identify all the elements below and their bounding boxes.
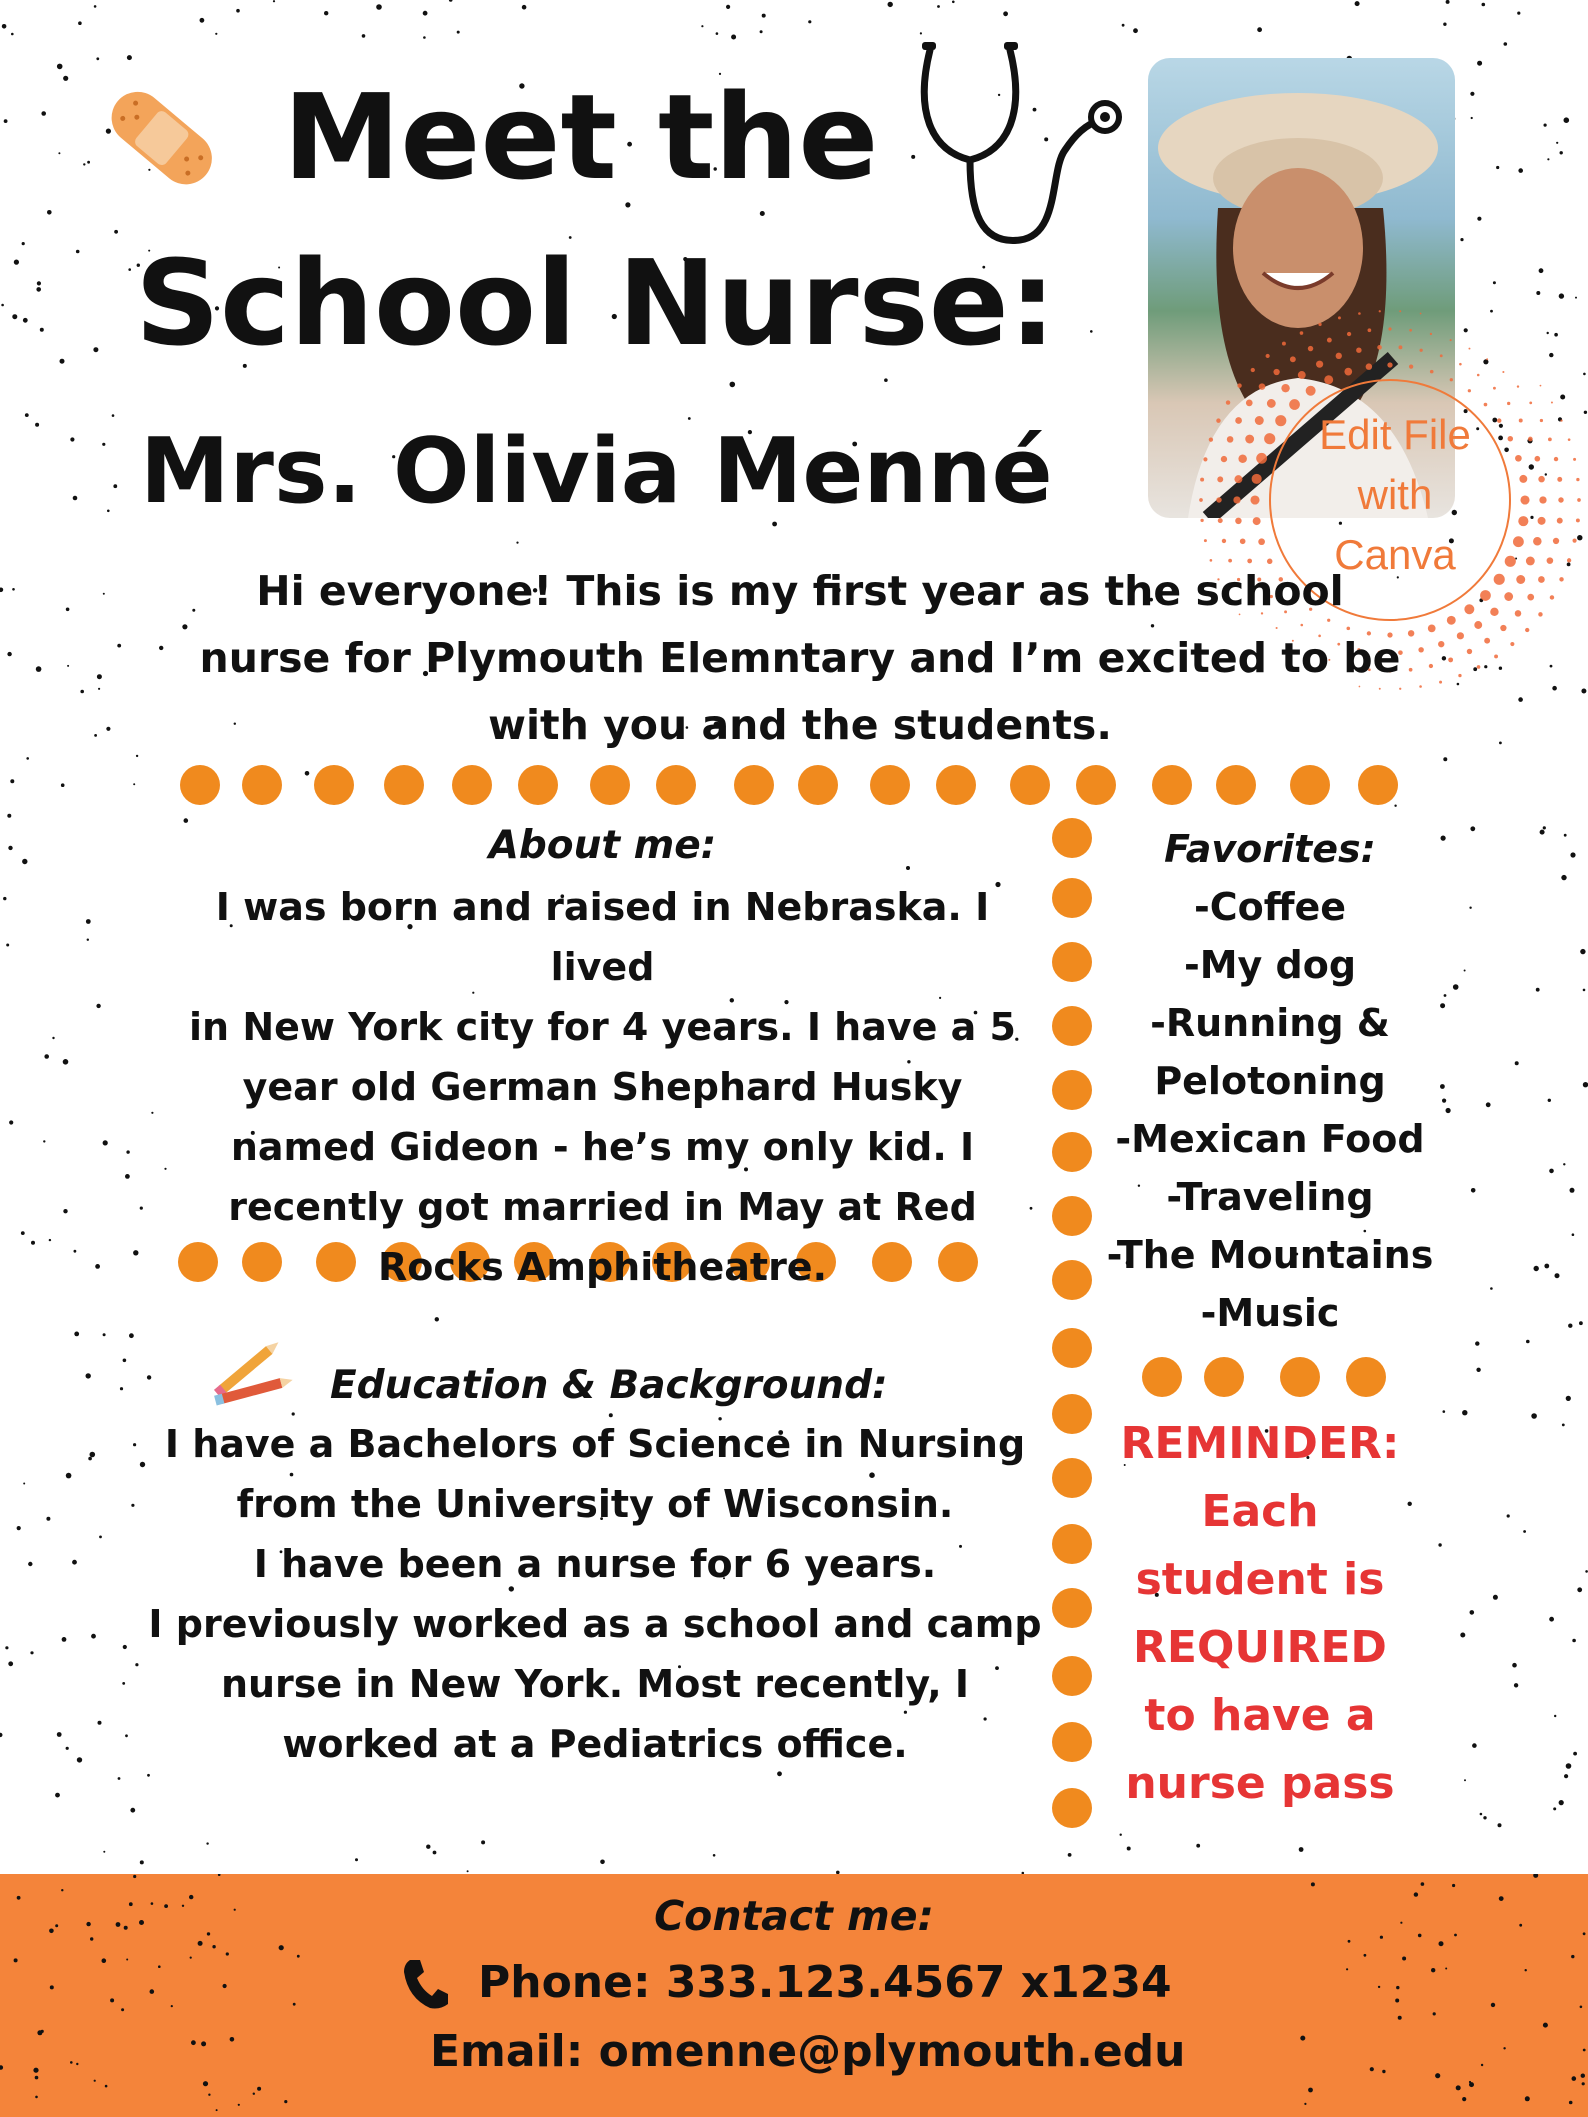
divider-dot (1052, 1656, 1092, 1696)
divider-dot (1052, 1458, 1092, 1498)
divider-dot (384, 765, 424, 805)
contact-email[interactable]: Email: omenne@plymouth.edu (430, 2026, 1186, 2077)
about-line: recently got married in May at Red (228, 1185, 977, 1229)
favorites-item: -Mexican Food (1115, 1117, 1425, 1161)
divider-dot (590, 765, 630, 805)
divider-dot (1052, 1394, 1092, 1434)
contact-footer (0, 1874, 1588, 2117)
favorites-heading: Favorites: (1164, 827, 1376, 871)
favorites-item: -Traveling (1166, 1175, 1374, 1219)
divider-dot (1052, 1132, 1092, 1172)
about-line: Rocks Amphitheatre. (377, 1245, 828, 1289)
about-line: I was born and raised in Nebraska. I lived (215, 885, 990, 989)
divider-dot (1052, 1588, 1092, 1628)
divider-dot (1346, 1357, 1386, 1397)
title-line-3: Mrs. Olivia Menné (140, 419, 1053, 524)
watermark-line-1: Edit File (1319, 411, 1471, 458)
divider-dot (1052, 1260, 1092, 1300)
divider-dot (1052, 1722, 1092, 1762)
bandage-icon (95, 70, 230, 205)
reminder-line: REQUIRED (1133, 1622, 1387, 1673)
divider-dot (1152, 765, 1192, 805)
favorites-item: -The Mountains (1106, 1233, 1434, 1277)
divider-dot (870, 765, 910, 805)
intro-line-1: Hi everyone! This is my first year as the school (256, 567, 1344, 615)
divider-dot (1052, 1328, 1092, 1368)
divider-dot (1052, 942, 1092, 982)
reminder-line: student is (1135, 1554, 1385, 1605)
about-line: in New York city for 4 years. I have a 5 (189, 1005, 1016, 1049)
divider-dot (1358, 765, 1398, 805)
education-line: I have been a nurse for 6 years. (253, 1542, 937, 1586)
reminder-line: to have a (1144, 1690, 1376, 1741)
divider-dot (936, 765, 976, 805)
reminder-line: nurse pass (1125, 1758, 1395, 1809)
intro-text (140, 558, 1460, 759)
reminder-line: Each (1201, 1486, 1319, 1537)
favorites-item: -Running & (1150, 1001, 1390, 1045)
intro-line-3: with you and the students. (488, 701, 1112, 749)
divider-dot (452, 765, 492, 805)
contact-phone[interactable]: Phone: 333.123.4567 x1234 (478, 1957, 1172, 2008)
phone-icon (400, 1956, 450, 2012)
divider-dot (1052, 1006, 1092, 1046)
divider-dot (798, 765, 838, 805)
divider-dot (314, 765, 354, 805)
title-line-2: School Nurse: (135, 234, 1057, 372)
divider-dot (656, 765, 696, 805)
about-heading: About me: (488, 823, 717, 868)
favorites-item: Pelotoning (1154, 1059, 1386, 1103)
education-body (145, 1414, 1045, 1774)
divider-dot (1052, 1196, 1092, 1236)
pencils-icon (210, 1330, 300, 1420)
about-section (165, 815, 1040, 1297)
divider-dot (180, 765, 220, 805)
about-line: named Gideon - he’s my only kid. I (230, 1125, 975, 1169)
divider-dot (518, 765, 558, 805)
favorites-list (1095, 878, 1445, 1342)
divider-dot (242, 765, 282, 805)
education-line: from the University of Wisconsin. (236, 1482, 954, 1526)
contact-heading: Contact me: (654, 1892, 934, 1940)
education-line: I previously worked as a school and camp (148, 1602, 1042, 1646)
education-line: nurse in New York. Most recently, I (220, 1662, 970, 1706)
favorites-item: -Coffee (1193, 885, 1347, 929)
divider-dot (1076, 765, 1116, 805)
divider-dot (1052, 878, 1092, 918)
favorites-section (1095, 820, 1445, 1342)
divider-dot (1052, 1070, 1092, 1110)
education-line: I have a Bachelors of Science in Nursing (164, 1422, 1026, 1466)
stethoscope-icon (910, 40, 1130, 260)
favorites-item: -My dog (1183, 943, 1357, 987)
reminder-section (1100, 1410, 1420, 1818)
dot-divider-top (0, 0, 1588, 1)
education-heading: Education & Background: (330, 1363, 888, 1408)
about-body (165, 877, 1040, 1297)
divider-dot (1052, 1524, 1092, 1564)
divider-dot (1280, 1357, 1320, 1397)
reminder-line: REMINDER: (1120, 1418, 1400, 1469)
divider-dot (1142, 1357, 1182, 1397)
watermark-line-3: Canva (1334, 531, 1456, 578)
divider-dot (1204, 1357, 1244, 1397)
divider-dot (1010, 765, 1050, 805)
divider-dot (1052, 818, 1092, 858)
divider-dot (1290, 765, 1330, 805)
divider-dot (1216, 765, 1256, 805)
about-line: year old German Shephard Husky (242, 1065, 963, 1109)
favorites-item: -Music (1200, 1291, 1340, 1335)
education-line: worked at a Pediatrics office. (282, 1722, 908, 1766)
divider-dot (734, 765, 774, 805)
divider-dot (1052, 1788, 1092, 1828)
watermark-line-2: with (1357, 471, 1433, 518)
intro-line-2: nurse for Plymouth Elemntary and I’m excited to be (199, 634, 1401, 682)
title-line-1: Meet the (283, 68, 879, 206)
